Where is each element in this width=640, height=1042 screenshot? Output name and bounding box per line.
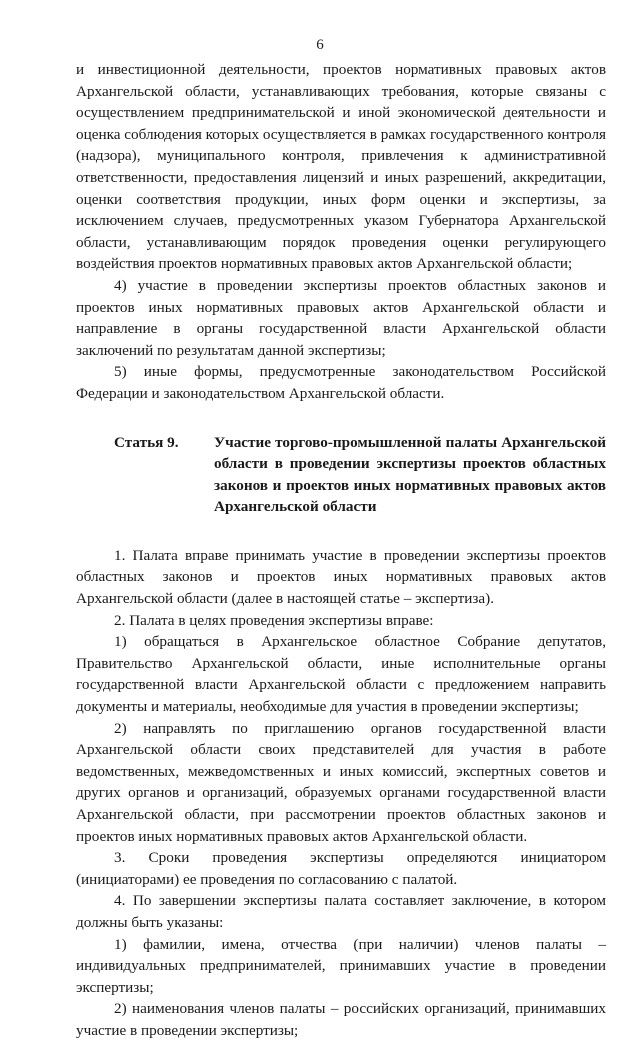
page-number: 6: [316, 37, 324, 53]
paragraph-clause-2-item-2: 2) направлять по приглашению органов государственной власти Архангельской области своих представителей для участия в работе ведомственных, межведомственных и иных комиссий, экспертных советов и других органов и организаций, образуемых органами государственной власти Архангельской области, при рассмотрении проектов областных законов и проектов иных нормативных правовых актов Архангельской области.: [76, 719, 606, 845]
paragraph-item-4: 4) участие в проведении экспертизы проектов областных законов и проектов иных нормативных правовых актов Архангельской области и направление в органы государственной власти Архангельской области заключений по результатам данной экспертизы;: [76, 276, 606, 359]
paragraph-clause-2-item-1: 1) обращаться в Архангельское областное Собрание депутатов, Правительство Архангельской области, иные исполнительные органы государственной власти Архангельской области с предложением направить документы и материалы, необходимые для участия в проведении экспертизы;: [76, 633, 606, 716]
paragraph-clause-2: 2. Палата в целях проведения экспертизы вправе:: [114, 611, 434, 629]
paragraph-clause-1: 1. Палата вправе принимать участие в проведении экспертизы проектов областных законов и проектов иных нормативных правовых актов Архангельской области (далее в настоящей статье – экспертиза).: [76, 546, 606, 608]
paragraph-item-5: 5) иные формы, предусмотренные законодательством Российской Федерации и законодательством Архангельской области.: [76, 363, 606, 402]
paragraph-clause-3: 3. Сроки проведения экспертизы определяются инициатором (инициаторами) ее проведения по согласованию с палатой.: [76, 849, 606, 888]
document-body: [76, 59, 606, 1042]
article-number: Статья 9.: [114, 433, 179, 451]
paragraph-continuation: и инвестиционной деятельности, проектов нормативных правовых актов Архангельской области, устанавливающих требования, которые связаны с осуществлением предпринимательской и иной экономической деятельности и оценка соблюдения которых осуществляется в рамках государственного контроля (надзора), муниципального контроля, привлечения к административной ответственности, предоставления лицензий и иных разрешений, аккредитации, оценки соответствия продукции, иных форм оценки и экспертизы, за исключением случаев, предусмотренных указом Губернатора Архангельской области, устанавливающим порядок проведения оценки регулирующего воздействия проектов нормативных правовых актов Архангельской области;: [76, 61, 607, 273]
article-title: Участие торгово-промышленной палаты Архангельской области в проведении экспертизы проектов областных законов и проектов иных нормативных правовых актов Архангельской области: [214, 433, 606, 516]
paragraph-clause-4-item-1: 1) фамилии, имена, отчества (при наличии) членов палаты – индивидуальных предпринимателей, принимавших участие в проведении экспертизы;: [76, 935, 606, 996]
article-heading: [76, 432, 606, 518]
paragraph-clause-4: 4. По завершении экспертизы палата составляет заключение, в котором должны быть указаны:: [76, 892, 606, 931]
paragraph-clause-4-item-2: 2) наименования членов палаты – российских организаций, принимавших участие в проведении экспертизы;: [76, 1000, 606, 1039]
